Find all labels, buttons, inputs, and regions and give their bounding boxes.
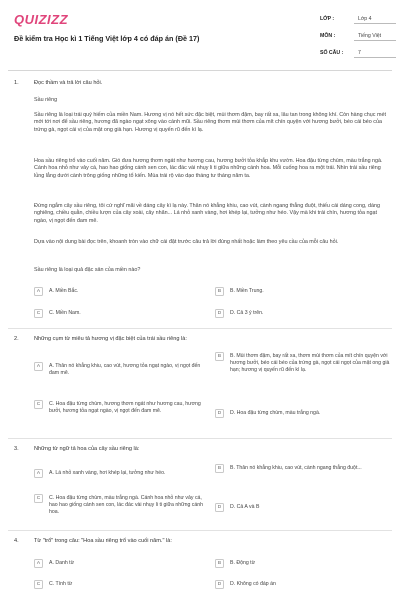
answer-option[interactable] [215,409,390,418]
question-prompt: Từ "trổ" trong câu: "Hoa sầu riêng trổ vào cuối năm." là: [34,538,172,544]
question-divider [8,530,392,531]
answer-option[interactable] [215,464,390,473]
option-letter-box: D [215,580,224,589]
question-number: 4. [14,538,19,544]
question-number: 2. [14,336,19,342]
option-letter-box: A [34,287,43,296]
question-prompt: Những từ ngữ tả hoa của cây sầu riêng là: [34,446,140,452]
header-divider [8,70,392,71]
meta-label: MÔN : [320,33,336,39]
answer-option[interactable] [34,469,204,478]
worksheet-header [0,0,400,72]
answer-option[interactable] [215,287,390,296]
option-letter-box: B [215,559,224,568]
meta-value: Tiếng Việt [354,31,396,41]
option-text: C. Tính từ [49,581,73,587]
answer-option[interactable] [34,362,204,377]
option-text: B. Miền Trung. [230,288,264,294]
answer-option[interactable] [215,352,390,374]
option-text: A. Miền Bắc. [49,288,79,294]
option-text: D. Hoa đậu từng chùm, màu trắng ngà. [230,410,321,416]
option-letter-box: D [215,503,224,512]
question-divider [8,328,392,329]
option-text: C. Hoa đậu từng chùm, hương thơm ngát như hương cau, hương bưởi, hương tỏa ngạt ngào, vị ngọt đến đam mê. [49,401,201,414]
option-text: C. Miền Nam. [49,310,81,316]
answer-option[interactable] [34,580,204,589]
meta-row-count [320,46,396,60]
answer-option[interactable] [34,309,204,318]
answer-option[interactable] [215,503,390,512]
option-letter-box: D [215,409,224,418]
meta-label: SỐ CÂU : [320,50,344,56]
answer-option[interactable] [34,400,204,415]
option-letter-box: B [215,287,224,296]
option-text: B. Thân nó khẳng khiu, cao vút, cành ngang thẳng đuột... [230,465,362,471]
answer-option[interactable] [215,309,390,318]
option-text: A. Lá nhỏ xanh vàng, hơi khép lại, tưởng như héo. [49,470,166,476]
option-letter-box: B [215,352,224,361]
option-letter-box: D [215,309,224,318]
option-text: A. Danh từ [49,560,75,566]
option-letter-box: C [34,309,43,318]
meta-row-subject [320,29,396,43]
answer-option[interactable] [215,559,390,568]
option-letter-box: B [215,464,224,473]
option-letter-box: A [34,469,43,478]
answer-option[interactable] [215,580,390,589]
passage-paragraph: Sầu riêng là loại trái quý hiếm của miền Nam. Hương vị nó hết sức đặc biệt, mùi thơm đậm, bay rất xa, lâu tan trong không khí. Còn hàng chục mét mới tới nơi để sầu riêng, hương đã ngào ngạt xông vào cánh mũi. Sầu riêng thơm mùi thơm của mít chín quyện với hương bưởi, béo cái béo của trứng gà, ngọt cái vị của mật ong già hạn. Hương vị quyến rũ đến kì lạ. [34,112,386,133]
question-divider [8,438,392,439]
meta-value: Lớp 4 [354,14,396,24]
passage-paragraph: Hoa sầu riêng trổ vào cuối năm. Gió đưa hương thơm ngát như hương cau, hương bưởi tỏa khắp khu vườn. Hoa đậu từng chùm, màu trắng ngà. Cánh hoa nhỏ như vảy cá, hao hao giống cánh sen con, lác đác vài nhụy li ti giữa những cánh hoa. Mỗi cuống hoa ra một trái. Nhìn trái sầu riêng lủng lẳng dưới cành trông giống những tổ kiến. Mùa trái rộ vào dạo tháng tư tháng năm ta. [34,158,383,179]
meta-row-grade [320,12,396,26]
option-text: D. Cả A và B [230,504,260,510]
quizizz-logo: QUIZIZZ [14,12,69,27]
answer-option[interactable] [34,559,204,568]
option-text: B. Động từ [230,560,256,566]
answer-option[interactable] [34,287,204,296]
option-text: B. Mùi thơm đậm, bay rất xa, thơm mùi thơm của mít chín quyện với hương bưởi, béo cái béo của trứng gà, ngọt cái ngọt của mật ong già hạn; hương vị quyến rũ đến kì lạ. [230,353,390,373]
option-text: D. Cả 3 ý trên. [230,310,264,316]
option-letter-box: C [34,494,43,503]
option-text: D. Không có đáp án [230,581,276,587]
passage-title: Sầu riêng [34,97,58,103]
answer-option[interactable] [34,494,204,516]
question-subprompt: Sầu riêng là loại quả đặc sản của miền nào? [34,267,141,273]
question-number: 3. [14,446,19,452]
meta-label: LỚP : [320,16,335,22]
meta-panel [320,12,396,63]
passage-paragraph: Đứng ngắm cây sầu riêng, tôi cứ nghĩ mãi về dáng cây kì lạ này. Thân nó khẳng khiu, cao vút, cành ngang thẳng đuột, thiếu cái dáng cong, dáng nghiêng, chiều quằn, chiều lượn của cây xoài, cây nhãn... Lá nhỏ xanh vàng, hơi khép lại, tưởng như héo. Vậy mà khi trái chín, hương tỏa ngạt ngào, vị ngọt đến đam mê. [34,203,380,224]
worksheet-title: Đề kiểm tra Học kì 1 Tiếng Việt lớp 4 có đáp án (Đề 17) [14,34,200,43]
question-number: 1. [14,80,19,86]
option-text: C. Hoa đậu từng chùm, màu trắng ngà. Cánh hoa nhỏ như vảy cá, hao hao giống cánh sen con, lác đác vài nhụy li ti giữa những cánh hoa. [49,495,204,515]
option-letter-box: A [34,362,43,371]
meta-value: 7 [354,48,396,58]
option-letter-box: C [34,400,43,409]
passage-instruction: Dựa vào nội dung bài đọc trên, khoanh tròn vào chữ cái đặt trước câu trả lời đúng nhất hoặc làm theo yêu cầu của mỗi câu hỏi. [34,239,339,245]
question-prompt: Những cụm từ miêu tả hương vị đặc biệt của trái sầu riêng là: [34,336,187,342]
option-letter-box: A [34,559,43,568]
option-letter-box: C [34,580,43,589]
question-prompt: Đọc thầm và trả lời câu hỏi. [34,80,103,86]
option-text: A. Thân nó khẳng khiu, cao vút, hương tỏa ngạt ngào, vị ngọt đến đam mê. [49,363,201,376]
